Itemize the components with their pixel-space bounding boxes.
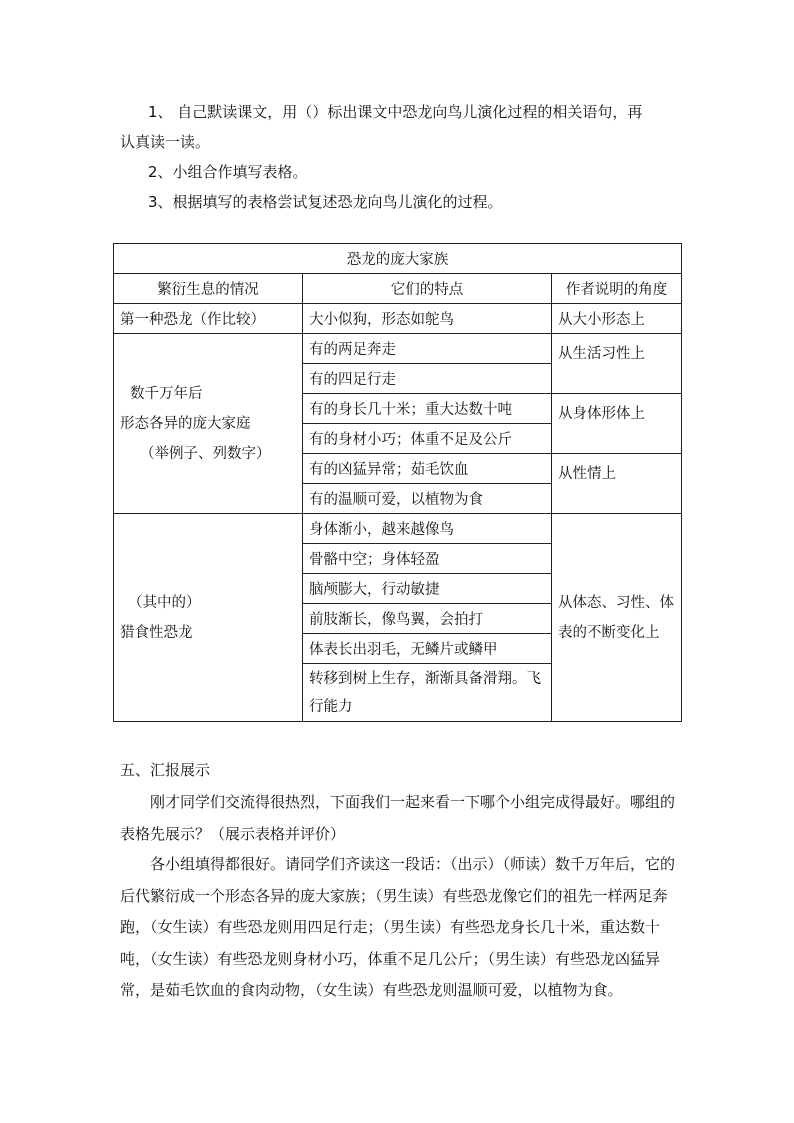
table-title: 恐龙的庞大家族: [114, 244, 682, 274]
group3-feature: 脑颅膨大，行动敏捷: [303, 574, 552, 604]
instruction-item-2: 2、小组合作填写表格。: [148, 163, 308, 181]
group2-situation-line: 数千万年后: [130, 385, 203, 402]
group3-feature: 转移到树上生存，渐渐具备滑翔。飞行能力: [303, 664, 552, 722]
group3-situation-line: 猎食性恐龙: [120, 624, 193, 641]
row1-situation: 第一种恐龙（作比较）: [114, 304, 303, 334]
group2-situation-cell: [114, 334, 303, 514]
group3-feature: 身体渐小，越来越像鸟: [303, 514, 552, 544]
row1-angle: 从大小形态上: [552, 304, 682, 334]
instruction-item-1: 1、 自己默读课文，用（）标出课文中恐龙向鸟儿演化过程的相关语句，再: [148, 103, 643, 121]
group2-feature: 有的身材小巧；体重不足及公斤: [303, 424, 552, 454]
header-angle: 作者说明的角度: [552, 274, 682, 304]
header-situation: 繁衍生息的情况: [114, 274, 303, 304]
group3-feature: 体表长出羽毛，无鳞片或鳞甲: [303, 634, 552, 664]
group2-feature: 有的温顺可爱，以植物为食: [303, 484, 552, 514]
section-paragraph-2: 各小组填得都很好。请同学们齐读这一段话：（出示）（师读）数千万年后，它的后代繁衍成一个形态各异的庞大家族；（男生读）有些恐龙像它们的祖先一样两足奔跑，（女生读）有些恐龙则用四足行走；（男生读）有些恐龙身长几十米，重达数十吨，（女生读）有些恐龙则身材小巧，体重不足几公斤；（男生读）有些恐龙凶猛异常，是茹毛饮血的食肉动物，（女生读）有些恐龙则温顺可爱，以植物为食。: [120, 855, 676, 999]
header-features: 它们的特点: [303, 274, 552, 304]
group2-feature: 有的身长几十米；重大达数十吨: [303, 394, 552, 424]
group3-feature: 骨骼中空；身体轻盈: [303, 544, 552, 574]
group2-feature: 有的凶猛异常；茹毛饮血: [303, 454, 552, 484]
group2-angle: 从性情上: [552, 454, 682, 514]
group2-situation-line: （举例子、列数字）: [140, 445, 271, 462]
group2-feature: 有的两足奔走: [303, 334, 552, 364]
dinosaur-family-table: [113, 243, 682, 722]
group2-angle: 从身体形体上: [552, 394, 682, 454]
group2-situation-line: 形态各异的庞大家庭: [120, 415, 251, 432]
group3-situation-cell: [114, 514, 303, 722]
instruction-item-1-continued: 认真读一读。: [120, 133, 211, 151]
group3-feature: 前肢渐长，像鸟翼，会拍打: [303, 604, 552, 634]
group3-situation-line: （其中的）: [128, 594, 201, 611]
section-heading: 五、汇报展示: [120, 761, 211, 779]
instruction-item-3: 3、根据填写的表格尝试复述恐龙向鸟儿演化的过程。: [148, 193, 503, 211]
group2-feature: 有的四足行走: [303, 364, 552, 394]
group3-angle: 从体态、习性、体表的不断变化上: [552, 514, 682, 722]
group2-angle: 从生活习性上: [552, 334, 682, 394]
section-paragraph-1: 刚才同学们交流得很热烈，下面我们一起来看一下哪个小组完成得最好。哪组的表格先展示？（展示表格并评价）: [120, 793, 676, 843]
row1-feature: 大小似狗，形态如鸵鸟: [303, 304, 552, 334]
